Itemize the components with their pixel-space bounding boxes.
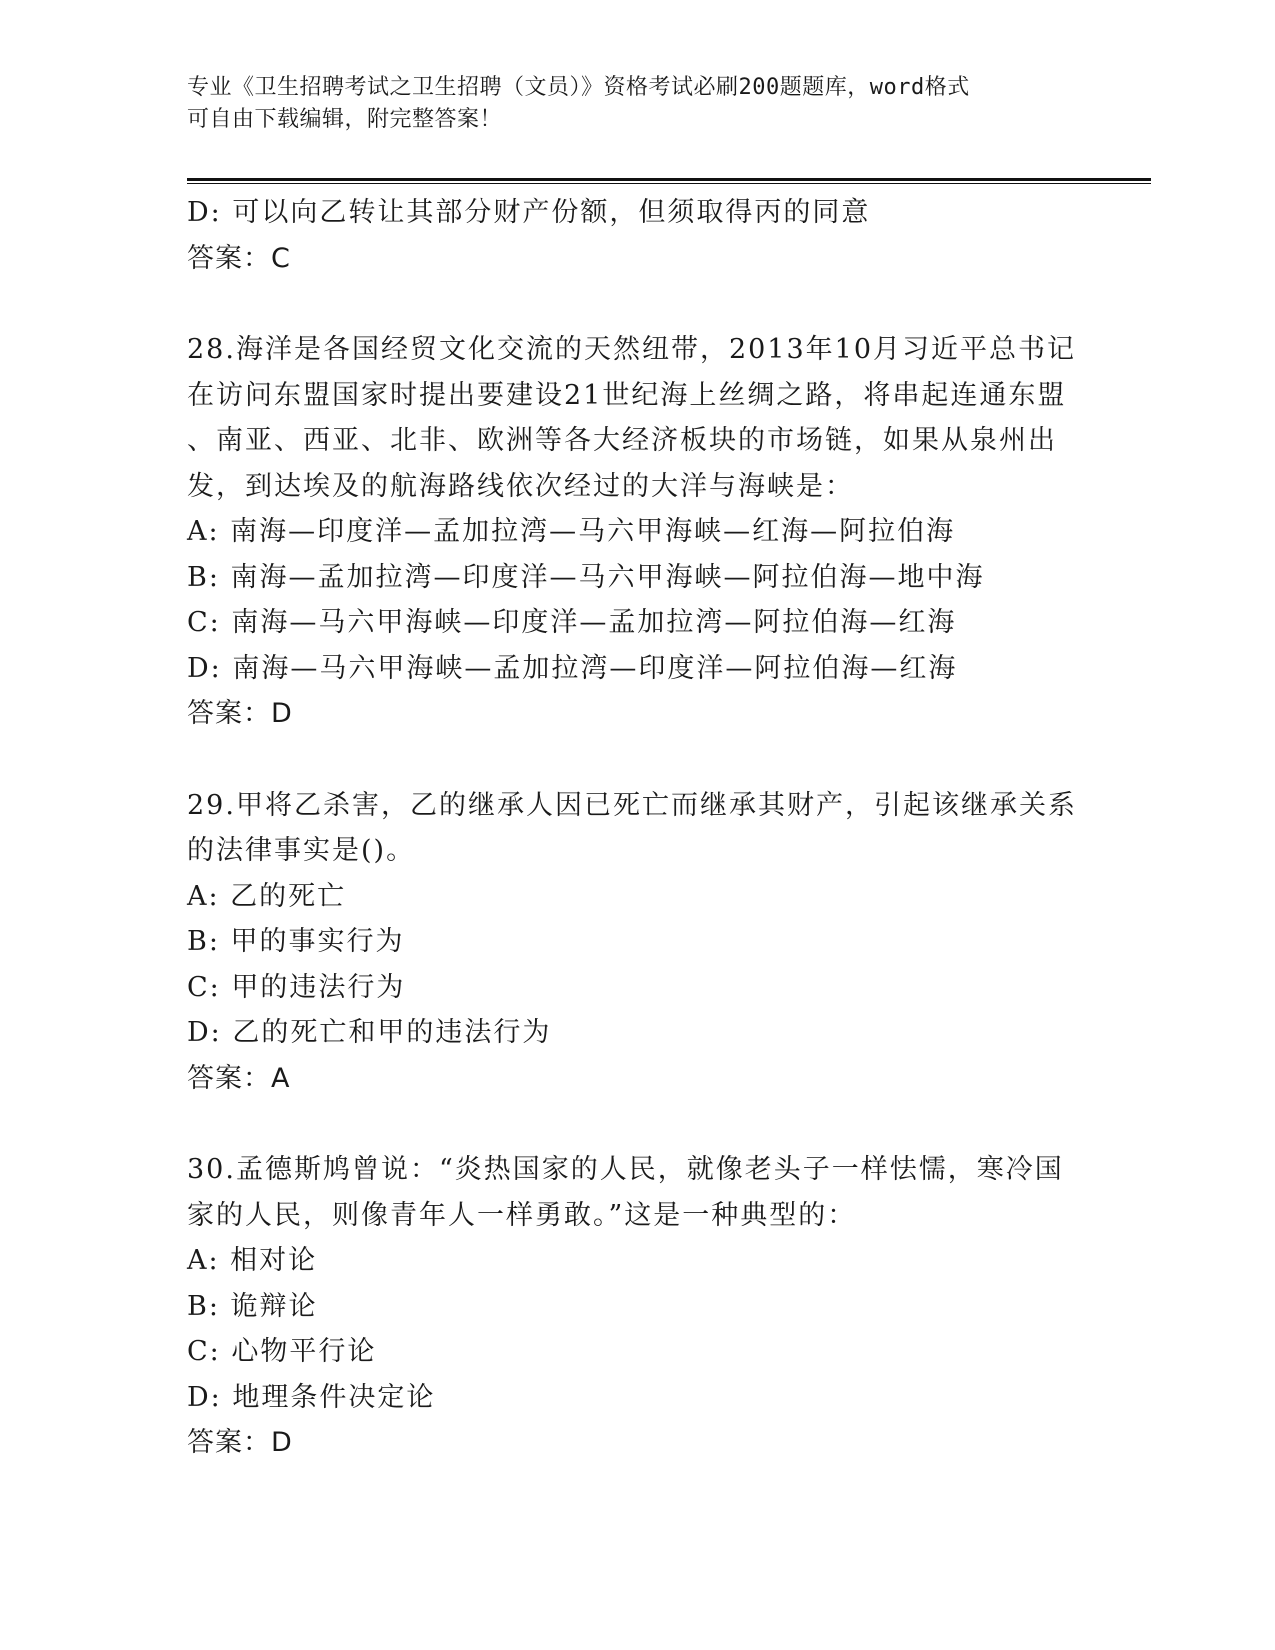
question-30 bbox=[187, 1147, 1087, 1466]
answer: 答案：D bbox=[187, 698, 293, 729]
option-a: A: 相对论 bbox=[187, 1245, 318, 1276]
option-d: D: 地理条件决定论 bbox=[187, 1381, 436, 1413]
question-28 bbox=[187, 327, 1087, 737]
question-stem-line: 30.孟德斯鸠曾说：“炎热国家的人民，就像老头子一样怯懦，寒冷国 bbox=[187, 1154, 1064, 1185]
option-b: B: 甲的事实行为 bbox=[187, 926, 405, 957]
option-c: C: 甲的违法行为 bbox=[187, 971, 406, 1003]
option-b: B: 诡辩论 bbox=[187, 1290, 318, 1322]
question-stem-line: 在访问东盟国家时提出要建设21世纪海上丝绸之路，将串起连通东盟 bbox=[187, 379, 1067, 411]
option-a: A: 南海—印度洋—孟加拉湾—马六甲海峡—红海—阿拉伯海 bbox=[187, 516, 956, 547]
answer: 答案：C bbox=[187, 242, 291, 274]
question-stem-line: 的法律事实是()。 bbox=[187, 835, 416, 866]
option-b: B: 南海—孟加拉湾—印度洋—马六甲海峡—阿拉伯海—地中海 bbox=[187, 561, 985, 593]
question-29 bbox=[187, 783, 1087, 1102]
question-stem-line: 家的人民，则像青年人一样勇敢。”这是一种典型的： bbox=[187, 1199, 857, 1231]
header-line-2: 可自由下载编辑，附完整答案！ bbox=[187, 107, 503, 132]
header-divider-thin bbox=[187, 183, 1151, 184]
question-stem-line: 发，到达埃及的航海路线依次经过的大洋与海峡是： bbox=[187, 470, 854, 502]
header-line-1: 专业《卫生招聘考试之卫生招聘（文员）》资格考试必刷200题题库，word格式 bbox=[187, 75, 970, 100]
answer: 答案：D bbox=[187, 1427, 293, 1458]
option-c: C: 南海—马六甲海峡—印度洋—孟加拉湾—阿拉伯海—红海 bbox=[187, 607, 957, 638]
option-d: D: 可以向乙转让其部分财产份额，但须取得丙的同意 bbox=[187, 197, 871, 228]
question-stem-line: 29.甲将乙杀害，乙的继承人因已死亡而继承其财产，引起该继承关系 bbox=[187, 789, 1077, 821]
option-d: D: 南海—马六甲海峡—孟加拉湾—印度洋—阿拉伯海—红海 bbox=[187, 652, 958, 684]
answer: 答案：A bbox=[187, 1062, 291, 1094]
question-stem-line: 、南亚、西亚、北非、欧洲等各大经济板块的市场链，如果从泉州出 bbox=[187, 425, 1057, 456]
question-27-tail bbox=[187, 190, 1087, 281]
option-a: A: 乙的死亡 bbox=[187, 880, 347, 912]
option-c: C: 心物平行论 bbox=[187, 1336, 377, 1367]
question-stem-line: 28.海洋是各国经贸文化交流的天然纽带，2013年10月习近平总书记 bbox=[187, 334, 1077, 365]
header-divider-thick bbox=[187, 178, 1151, 181]
option-d: D: 乙的死亡和甲的违法行为 bbox=[187, 1017, 552, 1048]
document-header bbox=[187, 72, 1067, 136]
question-content bbox=[187, 190, 1087, 1466]
